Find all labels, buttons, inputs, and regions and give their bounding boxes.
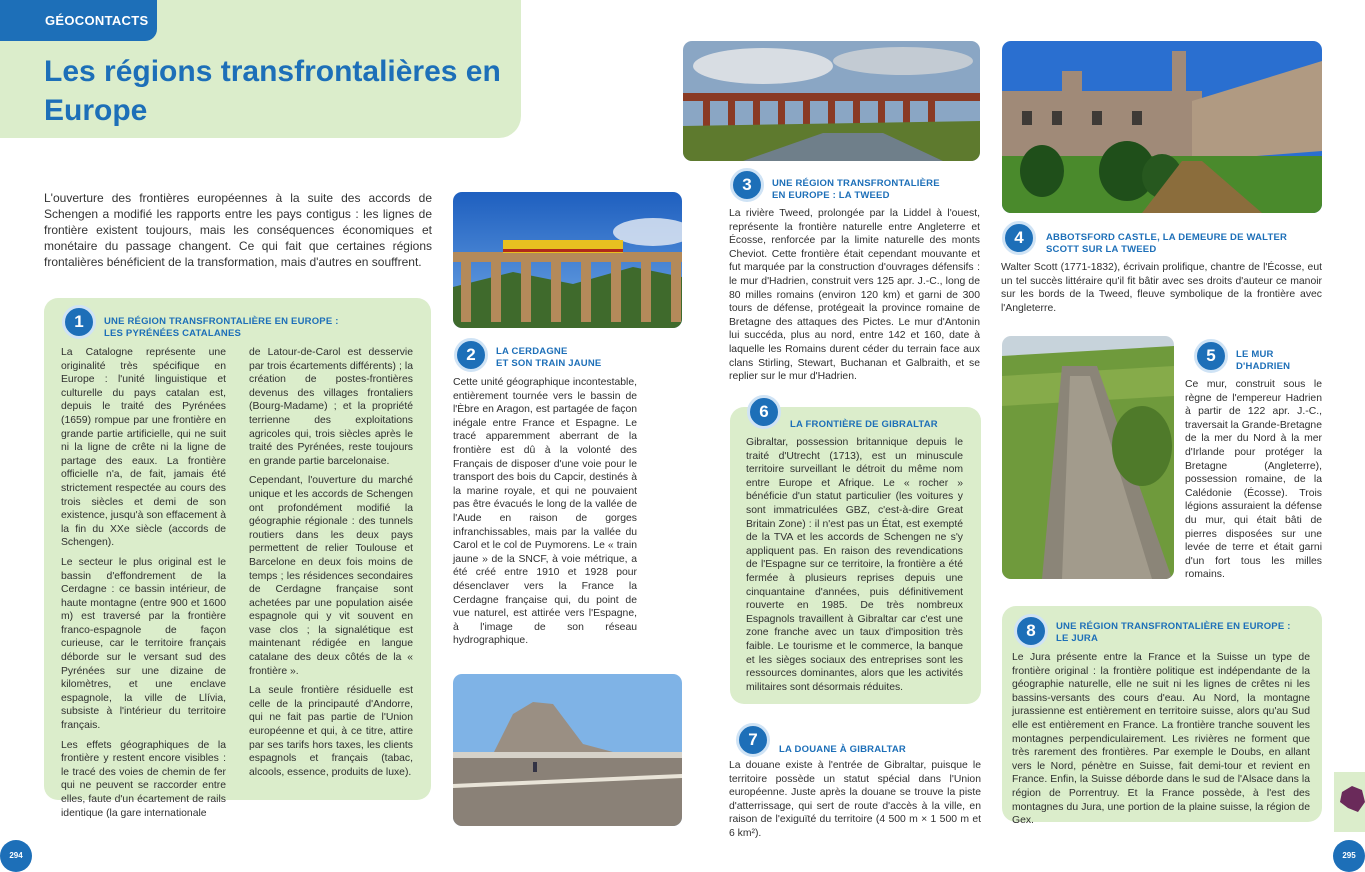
section-1-column-2: [249, 346, 413, 785]
section-5-heading-line2: D'HADRIEN: [1236, 361, 1291, 372]
section-7-text: La douane existe à l'entrée de Gibraltar, puisque le territoire possède un statut spécial dans l'Union européenne. Juste après la douane se trouve la piste d'atterrissage, qui sert de route d'accès à la ville, en raison de l'exiguïté du territoire (4 500 m × 1 500 m et 6 km²).: [729, 760, 981, 839]
section-1-paragraph: Les effets géographiques de la frontière y restent encore visibles : le tracé des voies de chemin de fer qui ne peuvent se raccorder entre elles, faute d'un écartement de rails identique (la gare internationale: [61, 739, 226, 819]
page-title: Les régions transfrontalières en Europe: [44, 55, 501, 127]
section-7-badge: 7: [736, 723, 770, 757]
section-3-badge: 3: [730, 168, 764, 202]
section-8-heading-line1: UNE RÉGION TRANSFRONTALIÈRE EN EUROPE :: [1056, 621, 1291, 632]
tweed-viaduct-illustration: [683, 41, 980, 161]
intro-paragraph: L'ouverture des frontières européennes à la suite des accords de Schengen a modifié les rapports entre les pays contigus : les lignes de frontière existent toujours, mais les conséquences économiques et monétaire du passage changent. Ce qui fait que certaines régions frontalières bénéficient de la transformation, mais d'autres en souffrent.: [44, 191, 432, 269]
page-number-left: 294: [0, 840, 32, 872]
abbotsford-castle-illustration: [1002, 41, 1322, 213]
section-5-heading: [1236, 349, 1322, 373]
section-8-heading-line2: LE JURA: [1056, 633, 1099, 644]
europe-map-illustration: [1334, 772, 1365, 832]
page-number-right: 295: [1333, 840, 1365, 872]
hadrians-wall-illustration: [1002, 336, 1174, 579]
section-5-text: Ce mur, construit sous le règne de l'empereur Hadrien à partir de 122 apr. J.-C., traversait la Grande-Bretagne de la mer du Nord à la mer d'Irlande pour protéger la Bretagne (Angleterre), possession romaine, de la Calédonie (Écosse). Trois légions assuraient la défense du mur, qui était bâti de pierres disposées sur une levée de terre et était garni d'un fort tous les milles romains.: [1185, 379, 1322, 581]
section-4-badge: 4: [1002, 221, 1036, 255]
section-1-column-1: [61, 346, 226, 826]
section-1-badge: 1: [62, 305, 96, 339]
section-2-heading: [496, 346, 666, 370]
section-1-paragraph: La seule frontière résiduelle est celle de la principauté d'Andorre, qui ne fait pas partie de l'Union européenne et qui, à ce titre, attire par ses tarifs hors taxes, les clients espagnols et français (tabac, alcools, essence, produits de luxe).: [249, 685, 413, 778]
section-1-paragraph: La Catalogne représente une originalité très spécifique en Europe : l'unité linguistique et culturelle du pays catalan est, depuis le traité des Pyrénées (1659) rompue par une frontière en grande partie artificielle, qui ne suit ni la ligne de crête ni la ligne de partage des eaux. La frontière officielle n'a, de fait, jamais été strictement respectée au cours des trois siècles et demi de son existence, jusqu'à son effacement à la fin du XXe siècle (accords de Schengen).: [61, 347, 226, 549]
map-thumbnail: [1334, 772, 1365, 832]
section-8-badge: 8: [1014, 614, 1048, 648]
section-4-heading-line1: ABBOTSFORD CASTLE, LA DEMEURE DE WALTER: [1046, 232, 1288, 243]
section-3-heading-line1: UNE RÉGION TRANSFRONTALIÈRE: [772, 178, 940, 189]
section-2-heading-line2: ET SON TRAIN JAUNE: [496, 358, 602, 369]
abbotsford-castle-photo: [1002, 41, 1322, 213]
section-1-paragraph: Le secteur le plus original est le bassin d'effondrement de la Cerdagne : ce bassin intérieur, de haute montagne (entre 900 et 1600 m) est traversé par la frontière franco-espagnole de façon curieuse, car le territoire français déborde sur le versant sud des Pyrénées sur une dizaine de kilomètres, et une enclave espagnole, la ville de Llívia, subsiste à l'intérieur du territoire français.: [61, 556, 226, 732]
section-3-heading-line2: EN EUROPE : LA TWEED: [772, 190, 890, 201]
section-1-heading-line1: UNE RÉGION TRANSFRONTALIÈRE EN EUROPE :: [104, 316, 339, 327]
hadrians-wall-photo: [1002, 336, 1174, 579]
section-8-heading: [1056, 621, 1316, 645]
section-3-heading: [772, 178, 972, 202]
section-5-heading-line1: LE MUR: [1236, 349, 1274, 360]
section-2-text: Cette unité géographique incontestable, entièrement tournée vers le bassin de l'Èbre en Aragon, est partagée de façon inégale entre France et Espagne. Le tracé apparemment aberrant de la frontière est dû à la volonté des Français de disposer d'une voie pour le transport des bois du Capcir, destinés à la marine royale, et qui ne pouvaient pas être évacués le long de la vallée de l'Aude en raison de gorges infranchissables, mais par la vallée du Carol et le col de Puymorens. Le « train jaune » de la SNCF, à voie métrique, a été créé entre 1910 et 1928 pour désenclaver vers la France la Cerdagne française qui, du point de vue naturel, est attirée vers l'Espagne, à l'image de son réseau hydrographique.: [453, 377, 637, 647]
section-2-badge: 2: [454, 338, 488, 372]
section-6-heading: LA FRONTIÈRE DE GIBRALTAR: [790, 419, 938, 430]
gibraltar-rock-photo: [453, 674, 682, 826]
section-5-badge: 5: [1194, 339, 1228, 373]
yellow-train-illustration: [453, 192, 682, 328]
gibraltar-rock-illustration: [453, 674, 682, 826]
section-7-heading: LA DOUANE À GIBRALTAR: [779, 744, 906, 755]
section-1-paragraph: de Latour-de-Carol est desservie par trois écartements différents) ; la création de postes-frontières devenus des villages frontaliers (Bourg-Madame) ; et la propriété terrienne des exploitations agricoles qui, trois siècles après le traité des Pyrénées, reste toujours en grande partie barcelonaise.: [249, 347, 413, 467]
section-8-text: Le Jura présente entre la France et la Suisse un type de frontière original : la frontière politique est indépendante de la géographie naturelle, elle ne suit ni les lignes de crêtes ni les bassins-versants des cours d'eau. Au Nord, la montagne jurassienne est entièrement en territoire suisse, alors qu'au Sud elle est entièrement en France. La frontière tranche souvent les montagnes perpendiculairement. Les rivières ne forment que très rarement des frontières. Par exemple le Doubs, en allant vers le Nord, pénètre en Suisse, fait demi-tour et revient en France. Enfin, la Suisse déborde dans le sud de l'Alsace dans la région de Porrentruy. Et la France possède, à l'est des montagnes du Jura, une portion de la plaine suisse, la région de Gex.: [1012, 652, 1310, 827]
section-3-text: La rivière Tweed, prolongée par la Liddel à l'ouest, représente la frontière naturelle entre Angleterre et Écosse, renforcée par la limite naturelle des monts Cheviot. Cette frontière était cependant mouvante et fut marquée par la construction d'ouvrages défensifs : le mur d'Hadrien, construit vers 125 apr. J.-C., long de 80 milles romains (environ 120 km) et garni de 300 tours de défense, protégeait la province romaine de Bretagne des attaques des Pictes. Le mur d'Antonin lui succéda, plus au nord, entre 142 et 160, date à laquelle les Romains durent céder du terrain face aux clans Stirling, Stewart, Buchanan et Galbraith, et se replier sur le mur d'Hadrien.: [729, 208, 980, 383]
section-4-text: Walter Scott (1771-1832), écrivain prolifique, chantre de l'Écosse, eut un tel succès littéraire qu'il fit bâtir avec ses droits d'auteur ce manoir sur les bords de la Tweed, fleuve symbolique de la frontière avec l'Angleterre.: [1001, 262, 1322, 314]
yellow-train-photo: [453, 192, 682, 328]
section-tag: GÉOCONTACTS: [0, 0, 157, 41]
section-1-paragraph: Cependant, l'ouverture du marché unique et les accords de Schengen ont profondément modifié la géographie régionale : des tunnels routiers dans les deux pays permettent de relier Toulouse et Barcelone en deux fois moins de temps ; les résidences secondaires de Cerdagne française sont achetées par une population aisée espagnole qui y vit souvent en vase clos ; la signalétique est maintenant rédigée en langue catalane des deux côtés de la « frontière ».: [249, 475, 413, 677]
section-4-heading-line2: SCOTT SUR LA TWEED: [1046, 244, 1157, 255]
section-1-heading: [104, 316, 424, 340]
section-6-badge: 6: [747, 395, 781, 429]
tweed-viaduct-photo: [683, 41, 980, 161]
section-2-heading-line1: LA CERDAGNE: [496, 346, 568, 357]
section-4-heading: [1046, 232, 1316, 256]
section-1-heading-line2: LES PYRÉNÉES CATALANES: [104, 328, 242, 339]
section-6-text: Gibraltar, possession britannique depuis le traité d'Utrecht (1713), est un minuscule territoire surveillant le détroit du même nom entre Europe et Afrique. Le « rocher » bénéficie d'un statut particulier (les voitures y sont immatriculées GBZ, c'est-à-dire Great Britain Zone) : il n'est pas un État, est exempté de la TVA et les accords de Schengen ne s'y appliquent pas. En raison des revendications de l'Espagne sur ce territoire, la frontière a été fermée à plusieurs reprises depuis une cinquantaine d'années, puis définitivement rouverte en 1985. De très nombreux Espagnols travaillent à Gibraltar car c'est une zone franche avec un taux d'imposition très faible. Le tourisme et le commerce, la banque et les sièges sociaux des entreprises sont les ressources dominantes, alors que les activités militaires sont désormais réduites.: [746, 437, 963, 693]
